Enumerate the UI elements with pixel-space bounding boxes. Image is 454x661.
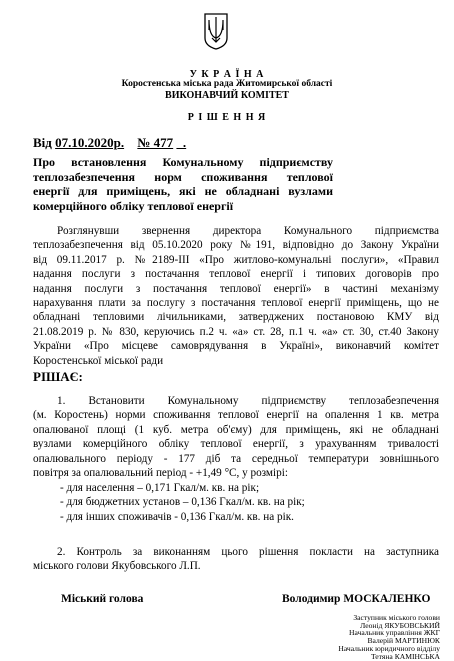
approval-line: Начальник юридичного відділу (338, 643, 440, 653)
preamble-line: надання послуги з постачання теплової енергії і типових договорів про (33, 268, 439, 281)
approval-line: Тетяна КАМІНСЬКА (370, 651, 440, 661)
document-number: № 477 (137, 135, 174, 150)
approvals-block (338, 614, 440, 660)
norm-item: - для населення – 0,171 Гкал/м. кв. на рік; (60, 482, 260, 494)
preamble (33, 224, 439, 368)
document-date: 07.10.2020р. (55, 135, 125, 150)
coat-of-arms-icon (203, 12, 229, 50)
preamble-line: від 09.11.2017 р. №2189-ІІІ «Про житлово-комунальні послуги», «Правил (33, 253, 439, 266)
approval-line: Заступник міського голови (353, 613, 440, 622)
item-line: вузлами комерційного обліку теплової енергії, з урахуванням тривалості (33, 438, 439, 451)
decided-heading: РІШАЄ: (33, 369, 83, 384)
country-name: У К Р А Ї Н А (189, 69, 265, 80)
preamble-line: теплозабезпечення від 05.10.2020 року №191, відповідно до Закону України (33, 239, 439, 252)
preamble-line: України «Про місцеве самоврядування в Україні», виконавчий комітет (33, 340, 439, 353)
item-line: опалювального періоду - 177 діб та середньої температури зовнішнього (33, 452, 439, 465)
title-line: Про встановлення Комунальному підприємству (33, 155, 333, 169)
norm-item: - для бюджетних установ – 0,136 Гкал/м. кв. на рік; (60, 496, 305, 509)
approval-line: Леонід ЯКУБОВСЬКИЙ (360, 620, 440, 630)
preamble-line: 21.08.2019 р. № 830, керуючись п.2 ч. «а» ст. 28, п.1 ч. «а» ст. 30, ст.40 Закону (33, 325, 439, 338)
approval-line: Начальник управління ЖКГ (349, 628, 440, 638)
item-line: опалюваної площі (1 куб. метра об'єму) для приміщень, які не обладнані (33, 423, 439, 436)
decision-item-1 (33, 394, 439, 480)
item-line: (м. Коростень) норми споживання теплової енергії на опалення 1 кв. метра (33, 409, 439, 422)
signature-position: Міський голова (61, 593, 144, 605)
title-line: енергії для приміщень, які не обладнані вузлами (33, 184, 333, 198)
preamble-line: Коростенської міської ради (33, 354, 164, 367)
item-line: повітря за опалювальний період - +1,49 °С, у розмірі: (33, 467, 288, 480)
title-line: теплозабезпечення норм споживання теплової (33, 169, 333, 184)
item-line: міського голови Якубовського Л.П. (33, 560, 201, 573)
preamble-line: нарахування плати за послугу з постачання теплової енергії приміщень, що не (33, 297, 439, 310)
norm-item: - для інших споживачів - 0,136 Гкал/м. кв. на рік. (60, 510, 294, 523)
preamble-line: обладнані тепловими лічильниками, затверджених постановою КМУ від (33, 311, 439, 324)
committee-name: ВИКОНАВЧИЙ КОМІТЕТ (165, 90, 289, 101)
norms-list (60, 481, 305, 524)
preamble-line: Розглянувши звернення директора Комунального підприємства (57, 225, 439, 237)
document-number-tail: . (176, 135, 187, 150)
item-line: 1. Встановити Комунальному підприємству теплозабезпечення (57, 395, 439, 407)
decision-item-2 (33, 545, 439, 574)
preamble-line: надання послуги з постачання теплової енергії» в частині механізму (33, 282, 439, 295)
document-date-line (33, 135, 186, 151)
item-line: 2. Контроль за виконанням цього рішення покласти на заступника (57, 546, 439, 558)
document-title (33, 155, 333, 213)
council-name: Коростенська міська рада Житомирської області (121, 79, 333, 89)
date-prefix: Від (33, 135, 52, 150)
document-type: Р І Ш Е Н Н Я (187, 112, 267, 123)
approval-line: Валерій МАРТИНЮК (367, 636, 440, 646)
signature-name: Володимир МОСКАЛЕНКО (282, 593, 431, 605)
title-line: комерційного обліку теплової енергії (33, 198, 234, 213)
